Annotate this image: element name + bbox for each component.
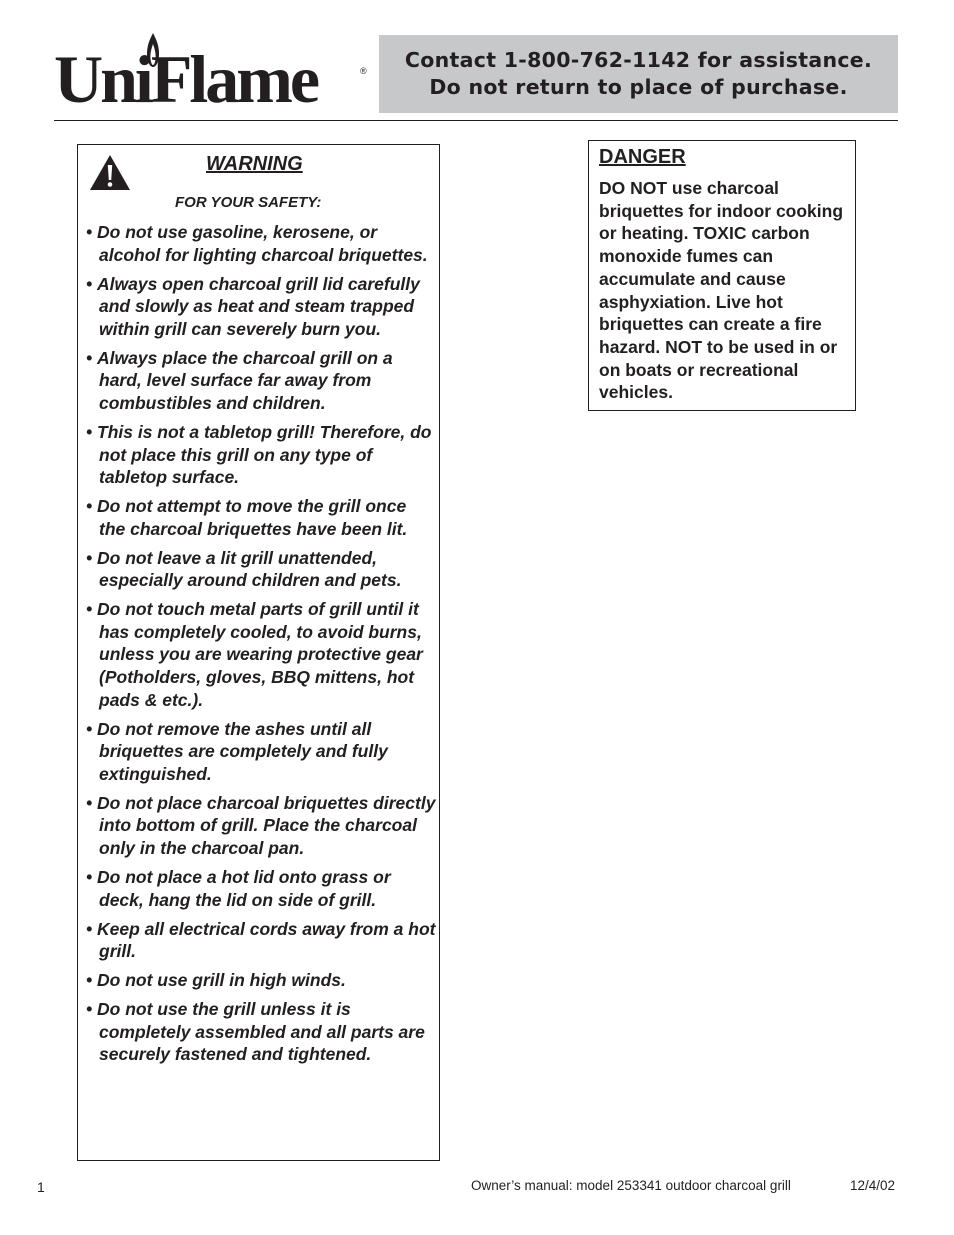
warning-list (86, 221, 436, 1072)
logo-text: UniFlame (54, 41, 318, 117)
warning-item: • Do not place a hot lid onto grass or deck, hang the lid on side of grill. (86, 866, 436, 911)
warning-item: • This is not a tabletop grill! Therefore, do not place this grill on any type of tabletop surface. (86, 421, 436, 489)
footer-date: 12/4/02 (850, 1178, 896, 1193)
contact-line-1: Contact 1-800-762-1142 for assistance. (404, 48, 873, 72)
danger-title: DANGER (599, 146, 686, 168)
warning-item: • Do not use gasoline, kerosene, or alcohol for lighting charcoal briquettes. (86, 221, 436, 266)
warning-item: • Always place the charcoal grill on a hard, level surface far away from combustibles and children. (86, 347, 436, 415)
warning-item: • Do not use the grill unless it is completely assembled and all parts are securely fastened and tightened. (86, 998, 436, 1066)
warning-item: • Do not leave a lit grill unattended, especially around children and pets. (86, 547, 436, 592)
warning-title: WARNING (206, 153, 303, 175)
warning-triangle-icon (89, 154, 131, 191)
warning-item: • Keep all electrical cords away from a hot grill. (86, 918, 436, 963)
uniflame-logo (54, 32, 372, 117)
header-divider (54, 120, 898, 121)
warning-box (77, 144, 440, 1161)
warning-item: • Do not place charcoal briquettes directly into bottom of grill. Place the charcoal only in the charcoal pan. (86, 792, 436, 860)
contact-line-2: Do not return to place of purchase. (429, 75, 848, 99)
footer-manual-title: Owner’s manual: model 253341 outdoor charcoal grill (471, 1178, 791, 1193)
page-number: 1 (37, 1179, 45, 1195)
danger-text: DO NOT use charcoal briquettes for indoor cooking or heating. TOXIC carbon monoxide fumes can accumulate and cause asphyxiation. Live hot briquettes can create a fire hazard. NOT to be used in or on boats or recreational vehicles. (599, 178, 844, 403)
contact-banner (379, 35, 898, 113)
danger-box (588, 140, 856, 411)
warning-item: • Do not touch metal parts of grill until it has completely cooled, to avoid burns, unless you are wearing protective gear (Potholders, gloves, BBQ mittens, hot pads & etc.). (86, 598, 436, 711)
warning-item: • Do not remove the ashes until all briquettes are completely and fully extinguished. (86, 718, 436, 786)
registered-mark: ® (360, 66, 367, 76)
warning-item: • Always open charcoal grill lid carefully and slowly as heat and steam trapped within grill can severely burn you. (86, 273, 436, 341)
warning-item: • Do not use grill in high winds. (86, 969, 436, 992)
warning-subtitle: FOR YOUR SAFETY: (175, 194, 322, 211)
warning-item: • Do not attempt to move the grill once the charcoal briquettes have been lit. (86, 495, 436, 540)
